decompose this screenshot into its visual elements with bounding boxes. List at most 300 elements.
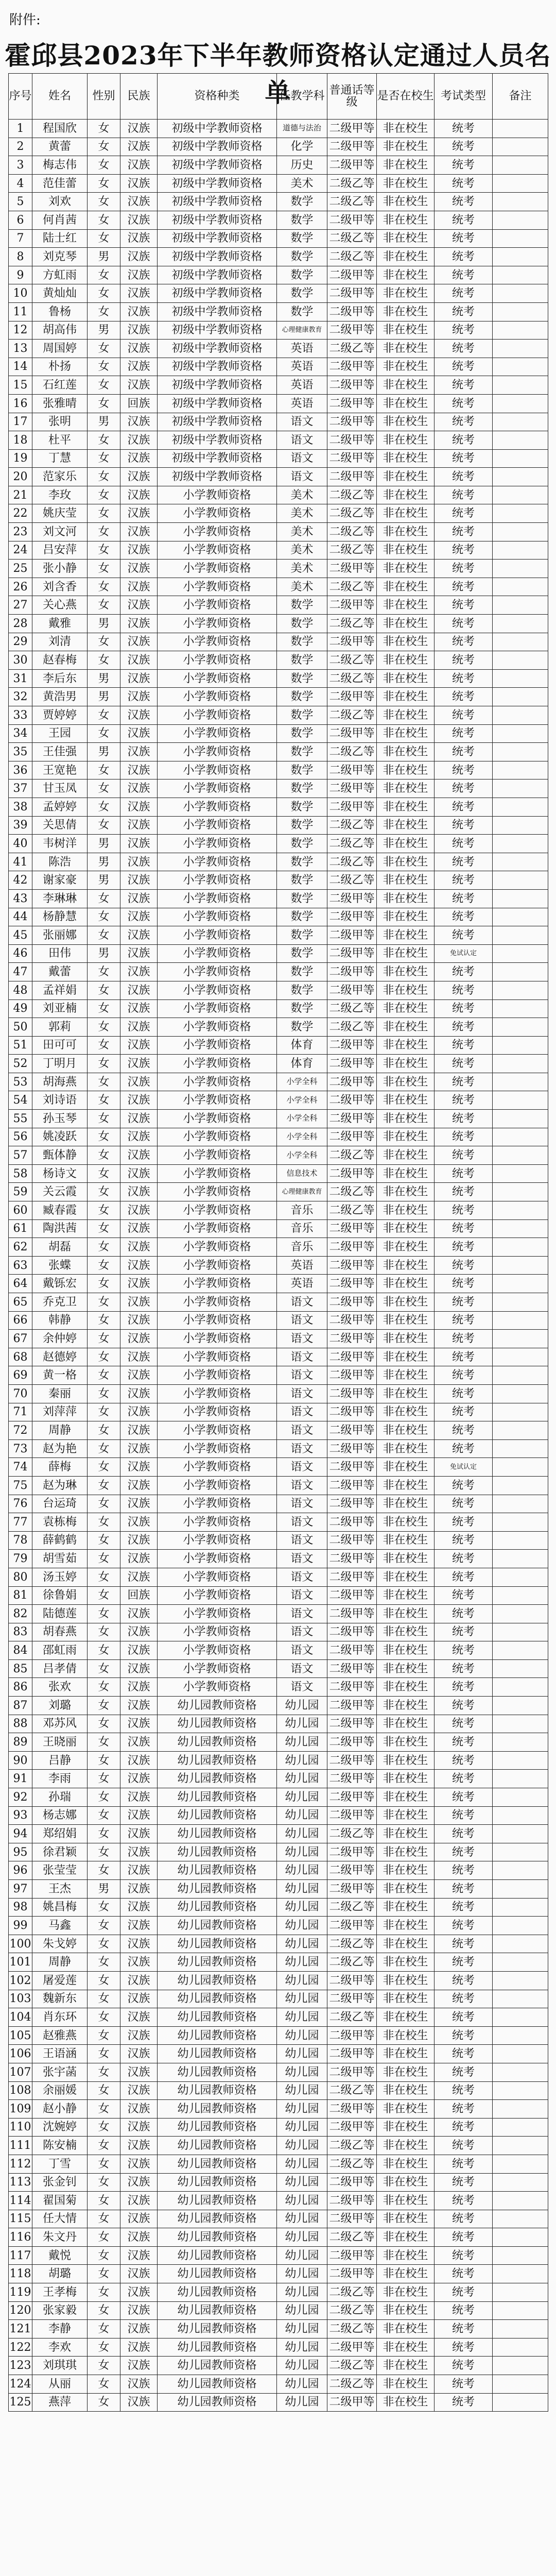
table-row bbox=[9, 138, 548, 156]
cell-subject: 语文 bbox=[277, 1458, 327, 1477]
cell-mandarin-level: 二级乙等 bbox=[327, 2137, 377, 2155]
cell-subject: 幼儿园 bbox=[277, 1715, 327, 1733]
cell-name: 周国婷 bbox=[32, 340, 88, 358]
cell-student-status: 非在校生 bbox=[377, 779, 435, 798]
cell-name: 张宇菡 bbox=[32, 2063, 88, 2081]
cell-mandarin-level: 二级乙等 bbox=[327, 578, 377, 596]
cell-gender: 女 bbox=[88, 1751, 120, 1770]
cell-qualification: 小学教师资格 bbox=[158, 1586, 277, 1605]
cell-qualification: 初级中学教师资格 bbox=[158, 266, 277, 284]
cell-index: 59 bbox=[9, 1183, 32, 1201]
cell-name: 汤玉婷 bbox=[32, 1568, 88, 1586]
cell-qualification: 小学教师资格 bbox=[158, 651, 277, 670]
cell-exam-type: 统考 bbox=[435, 2008, 493, 2027]
table-row bbox=[9, 2283, 548, 2302]
cell-remarks bbox=[493, 138, 548, 156]
table-row bbox=[9, 889, 548, 908]
cell-remarks bbox=[493, 1495, 548, 1513]
cell-student-status: 非在校生 bbox=[377, 523, 435, 541]
cell-index: 8 bbox=[9, 248, 32, 266]
cell-ethnicity: 汉族 bbox=[120, 2063, 158, 2081]
cell-gender: 女 bbox=[88, 2173, 120, 2192]
cell-mandarin-level: 二级乙等 bbox=[327, 853, 377, 871]
cell-exam-type: 统考 bbox=[435, 1238, 493, 1257]
cell-mandarin-level: 二级甲等 bbox=[327, 981, 377, 999]
cell-index: 55 bbox=[9, 1110, 32, 1128]
cell-student-status: 非在校生 bbox=[377, 2045, 435, 2063]
cell-index: 47 bbox=[9, 963, 32, 981]
cell-ethnicity: 汉族 bbox=[120, 2008, 158, 2027]
cell-index: 92 bbox=[9, 1788, 32, 1807]
cell-name: 孙瑞 bbox=[32, 1788, 88, 1807]
cell-remarks bbox=[493, 724, 548, 743]
cell-exam-type: 统考 bbox=[435, 486, 493, 504]
cell-subject: 数学 bbox=[277, 963, 327, 981]
cell-subject: 语文 bbox=[277, 1476, 327, 1495]
header-col-mandarin-level: 普通话等级 bbox=[327, 74, 377, 120]
cell-mandarin-level: 二级甲等 bbox=[327, 120, 377, 138]
cell-student-status: 非在校生 bbox=[377, 1219, 435, 1238]
cell-index: 93 bbox=[9, 1806, 32, 1825]
cell-gender: 女 bbox=[88, 2045, 120, 2063]
cell-exam-type: 统考 bbox=[435, 2100, 493, 2119]
cell-qualification: 小学教师资格 bbox=[158, 1055, 277, 1073]
cell-name: 王语涵 bbox=[32, 2045, 88, 2063]
cell-ethnicity: 汉族 bbox=[120, 1843, 158, 1861]
cell-name: 张家毅 bbox=[32, 2301, 88, 2320]
cell-student-status: 非在校生 bbox=[377, 926, 435, 945]
cell-gender: 女 bbox=[88, 1733, 120, 1752]
cell-subject: 数学 bbox=[277, 596, 327, 615]
cell-name: 马鑫 bbox=[32, 1917, 88, 1935]
cell-name: 刘亚楠 bbox=[32, 999, 88, 1018]
cell-student-status: 非在校生 bbox=[377, 1586, 435, 1605]
cell-mandarin-level: 二级乙等 bbox=[327, 615, 377, 633]
cell-remarks bbox=[493, 853, 548, 871]
cell-remarks bbox=[493, 1201, 548, 1220]
cell-qualification: 小学教师资格 bbox=[158, 908, 277, 926]
cell-subject: 数学 bbox=[277, 835, 327, 853]
cell-subject: 语文 bbox=[277, 1605, 327, 1623]
cell-remarks bbox=[493, 2301, 548, 2320]
cell-mandarin-level: 二级甲等 bbox=[327, 1659, 377, 1678]
cell-qualification: 初级中学教师资格 bbox=[158, 193, 277, 211]
cell-remarks bbox=[493, 1439, 548, 1458]
table-row bbox=[9, 1495, 548, 1513]
cell-gender: 女 bbox=[88, 2210, 120, 2228]
cell-subject: 数学 bbox=[277, 302, 327, 321]
cell-remarks bbox=[493, 2008, 548, 2027]
cell-ethnicity: 汉族 bbox=[120, 449, 158, 468]
cell-mandarin-level: 二级乙等 bbox=[327, 816, 377, 835]
cell-remarks bbox=[493, 1605, 548, 1623]
cell-ethnicity: 汉族 bbox=[120, 1348, 158, 1366]
cell-qualification: 小学教师资格 bbox=[158, 560, 277, 578]
cell-index: 2 bbox=[9, 138, 32, 156]
cell-exam-type: 统考 bbox=[435, 2118, 493, 2137]
cell-remarks bbox=[493, 743, 548, 761]
cell-student-status: 非在校生 bbox=[377, 2118, 435, 2137]
cell-remarks bbox=[493, 2063, 548, 2081]
cell-student-status: 非在校生 bbox=[377, 1110, 435, 1128]
cell-remarks bbox=[493, 1128, 548, 1146]
cell-index: 34 bbox=[9, 724, 32, 743]
cell-name: 孟祥娟 bbox=[32, 981, 88, 999]
cell-remarks bbox=[493, 211, 548, 229]
cell-mandarin-level: 二级甲等 bbox=[327, 2173, 377, 2192]
cell-subject: 幼儿园 bbox=[277, 1917, 327, 1935]
cell-name: 胡磊 bbox=[32, 1238, 88, 1257]
cell-index: 111 bbox=[9, 2137, 32, 2155]
cell-gender: 女 bbox=[88, 523, 120, 541]
cell-index: 3 bbox=[9, 156, 32, 175]
cell-index: 89 bbox=[9, 1733, 32, 1752]
cell-subject: 数学 bbox=[277, 889, 327, 908]
cell-index: 103 bbox=[9, 1990, 32, 2008]
cell-index: 17 bbox=[9, 413, 32, 431]
cell-remarks bbox=[493, 1384, 548, 1403]
cell-qualification: 幼儿园教师资格 bbox=[158, 2301, 277, 2320]
cell-index: 24 bbox=[9, 541, 32, 560]
cell-gender: 女 bbox=[88, 1806, 120, 1825]
cell-ethnicity: 汉族 bbox=[120, 1384, 158, 1403]
cell-qualification: 小学教师资格 bbox=[158, 688, 277, 706]
cell-mandarin-level: 二级甲等 bbox=[327, 211, 377, 229]
cell-mandarin-level: 二级乙等 bbox=[327, 871, 377, 890]
cell-name: 刘含香 bbox=[32, 578, 88, 596]
cell-student-status: 非在校生 bbox=[377, 431, 435, 450]
cell-subject: 语文 bbox=[277, 449, 327, 468]
table-row bbox=[9, 2026, 548, 2045]
cell-gender: 女 bbox=[88, 229, 120, 248]
cell-qualification: 小学教师资格 bbox=[158, 1623, 277, 1641]
cell-qualification: 小学教师资格 bbox=[158, 1256, 277, 1275]
table-row bbox=[9, 1238, 548, 1257]
cell-student-status: 非在校生 bbox=[377, 633, 435, 651]
header-col-index: 序号 bbox=[9, 74, 32, 120]
cell-exam-type: 统考 bbox=[435, 2137, 493, 2155]
cell-name: 王佳强 bbox=[32, 743, 88, 761]
cell-subject: 语文 bbox=[277, 1623, 327, 1641]
cell-name: 丁慧 bbox=[32, 449, 88, 468]
cell-name: 陈浩 bbox=[32, 853, 88, 871]
cell-name: 胡春燕 bbox=[32, 1623, 88, 1641]
cell-subject: 幼儿园 bbox=[277, 1898, 327, 1917]
cell-gender: 女 bbox=[88, 468, 120, 486]
cell-exam-type: 统考 bbox=[435, 1678, 493, 1697]
table-row bbox=[9, 2357, 548, 2375]
cell-student-status: 非在校生 bbox=[377, 1055, 435, 1073]
cell-index: 39 bbox=[9, 816, 32, 835]
cell-student-status: 非在校生 bbox=[377, 138, 435, 156]
cell-mandarin-level: 二级乙等 bbox=[327, 1146, 377, 1165]
cell-ethnicity: 汉族 bbox=[120, 2192, 158, 2210]
cell-gender: 女 bbox=[88, 449, 120, 468]
cell-mandarin-level: 二级乙等 bbox=[327, 1898, 377, 1917]
cell-name: 关心燕 bbox=[32, 596, 88, 615]
cell-qualification: 小学教师资格 bbox=[158, 798, 277, 816]
cell-name: 李玫 bbox=[32, 486, 88, 504]
table-row bbox=[9, 2008, 548, 2027]
table-row bbox=[9, 376, 548, 395]
cell-ethnicity: 汉族 bbox=[120, 523, 158, 541]
cell-index: 14 bbox=[9, 358, 32, 376]
cell-subject: 语文 bbox=[277, 1384, 327, 1403]
cell-gender: 女 bbox=[88, 926, 120, 945]
table-row bbox=[9, 1917, 548, 1935]
cell-index: 108 bbox=[9, 2081, 32, 2100]
cell-qualification: 小学教师资格 bbox=[158, 779, 277, 798]
cell-name: 徐鲁娟 bbox=[32, 1586, 88, 1605]
cell-mandarin-level: 二级乙等 bbox=[327, 504, 377, 523]
cell-remarks bbox=[493, 2045, 548, 2063]
cell-subject: 英语 bbox=[277, 394, 327, 413]
cell-student-status: 非在校生 bbox=[377, 541, 435, 560]
cell-index: 122 bbox=[9, 2338, 32, 2357]
cell-mandarin-level: 二级乙等 bbox=[327, 2081, 377, 2100]
cell-remarks bbox=[493, 2320, 548, 2338]
cell-name: 黄浩男 bbox=[32, 688, 88, 706]
cell-name: 周静 bbox=[32, 1953, 88, 1972]
cell-index: 36 bbox=[9, 761, 32, 779]
cell-gender: 女 bbox=[88, 1659, 120, 1678]
cell-student-status: 非在校生 bbox=[377, 1146, 435, 1165]
cell-subject: 语文 bbox=[277, 1403, 327, 1421]
cell-mandarin-level: 二级甲等 bbox=[327, 1384, 377, 1403]
cell-gender: 女 bbox=[88, 1219, 120, 1238]
cell-gender: 女 bbox=[88, 431, 120, 450]
cell-gender: 男 bbox=[88, 688, 120, 706]
cell-name: 刘诗语 bbox=[32, 1091, 88, 1110]
cell-student-status: 非在校生 bbox=[377, 1256, 435, 1275]
cell-remarks bbox=[493, 889, 548, 908]
cell-gender: 女 bbox=[88, 578, 120, 596]
cell-mandarin-level: 二级甲等 bbox=[327, 798, 377, 816]
table-row bbox=[9, 2246, 548, 2265]
cell-exam-type: 统考 bbox=[435, 2338, 493, 2357]
cell-subject: 幼儿园 bbox=[277, 2301, 327, 2320]
cell-student-status: 非在校生 bbox=[377, 1531, 435, 1550]
cell-exam-type: 统考 bbox=[435, 449, 493, 468]
cell-gender: 女 bbox=[88, 1403, 120, 1421]
cell-name: 杜平 bbox=[32, 431, 88, 450]
cell-index: 6 bbox=[9, 211, 32, 229]
cell-index: 66 bbox=[9, 1311, 32, 1330]
table-row bbox=[9, 1733, 548, 1752]
cell-index: 11 bbox=[9, 302, 32, 321]
cell-index: 70 bbox=[9, 1384, 32, 1403]
cell-subject: 幼儿园 bbox=[277, 1861, 327, 1880]
cell-name: 朱戈婷 bbox=[32, 1935, 88, 1953]
cell-remarks bbox=[493, 1164, 548, 1183]
cell-remarks bbox=[493, 1917, 548, 1935]
cell-index: 75 bbox=[9, 1476, 32, 1495]
cell-gender: 女 bbox=[88, 2100, 120, 2119]
cell-student-status: 非在校生 bbox=[377, 2081, 435, 2100]
table-row bbox=[9, 2192, 548, 2210]
table-row bbox=[9, 1036, 548, 1055]
cell-student-status: 非在校生 bbox=[377, 2008, 435, 2027]
cell-exam-type: 统考 bbox=[435, 724, 493, 743]
cell-exam-type: 统考 bbox=[435, 523, 493, 541]
cell-remarks bbox=[493, 1880, 548, 1899]
cell-remarks bbox=[493, 1843, 548, 1861]
cell-exam-type: 统考 bbox=[435, 1366, 493, 1385]
cell-gender: 女 bbox=[88, 724, 120, 743]
cell-subject: 美术 bbox=[277, 560, 327, 578]
cell-index: 112 bbox=[9, 2155, 32, 2173]
cell-gender: 女 bbox=[88, 2063, 120, 2081]
cell-index: 81 bbox=[9, 1586, 32, 1605]
cell-index: 9 bbox=[9, 266, 32, 284]
cell-mandarin-level: 二级甲等 bbox=[327, 1697, 377, 1715]
cell-qualification: 初级中学教师资格 bbox=[158, 156, 277, 175]
cell-qualification: 幼儿园教师资格 bbox=[158, 2283, 277, 2302]
table-row bbox=[9, 1641, 548, 1660]
cell-index: 123 bbox=[9, 2357, 32, 2375]
cell-ethnicity: 汉族 bbox=[120, 651, 158, 670]
cell-exam-type: 统考 bbox=[435, 1110, 493, 1128]
cell-gender: 女 bbox=[88, 2137, 120, 2155]
cell-mandarin-level: 二级甲等 bbox=[327, 1623, 377, 1641]
cell-exam-type: 统考 bbox=[435, 504, 493, 523]
cell-name: 余仲婷 bbox=[32, 1330, 88, 1348]
cell-subject: 美术 bbox=[277, 486, 327, 504]
cell-subject: 语文 bbox=[277, 468, 327, 486]
cell-index: 1 bbox=[9, 120, 32, 138]
cell-qualification: 小学教师资格 bbox=[158, 1164, 277, 1183]
cell-ethnicity: 汉族 bbox=[120, 1605, 158, 1623]
cell-remarks bbox=[493, 1055, 548, 1073]
cell-gender: 男 bbox=[88, 835, 120, 853]
cell-ethnicity: 汉族 bbox=[120, 2357, 158, 2375]
cell-subject: 幼儿园 bbox=[277, 1843, 327, 1861]
cell-mandarin-level: 二级甲等 bbox=[327, 1880, 377, 1899]
cell-subject: 小学全科 bbox=[277, 1073, 327, 1091]
cell-qualification: 幼儿园教师资格 bbox=[158, 1971, 277, 1990]
cell-qualification: 小学教师资格 bbox=[158, 1403, 277, 1421]
cell-index: 52 bbox=[9, 1055, 32, 1073]
cell-mandarin-level: 二级甲等 bbox=[327, 560, 377, 578]
cell-qualification: 小学教师资格 bbox=[158, 1550, 277, 1568]
cell-mandarin-level: 二级甲等 bbox=[327, 889, 377, 908]
table-row bbox=[9, 1293, 548, 1312]
cell-exam-type: 统考 bbox=[435, 596, 493, 615]
cell-ethnicity: 汉族 bbox=[120, 1935, 158, 1953]
cell-name: 方虹雨 bbox=[32, 266, 88, 284]
cell-gender: 女 bbox=[88, 1384, 120, 1403]
table-row bbox=[9, 156, 548, 175]
table-row bbox=[9, 449, 548, 468]
cell-exam-type: 统考 bbox=[435, 211, 493, 229]
cell-subject: 美术 bbox=[277, 578, 327, 596]
table-row bbox=[9, 394, 548, 413]
cell-mandarin-level: 二级乙等 bbox=[327, 651, 377, 670]
cell-subject: 幼儿园 bbox=[277, 1971, 327, 1990]
cell-index: 67 bbox=[9, 1330, 32, 1348]
cell-student-status: 非在校生 bbox=[377, 2320, 435, 2338]
cell-ethnicity: 汉族 bbox=[120, 1641, 158, 1660]
cell-gender: 女 bbox=[88, 1256, 120, 1275]
cell-qualification: 初级中学教师资格 bbox=[158, 431, 277, 450]
cell-exam-type: 统考 bbox=[435, 1055, 493, 1073]
cell-mandarin-level: 二级甲等 bbox=[327, 1219, 377, 1238]
cell-index: 42 bbox=[9, 871, 32, 890]
table-row bbox=[9, 1605, 548, 1623]
table-row bbox=[9, 1843, 548, 1861]
cell-name: 陈安楠 bbox=[32, 2137, 88, 2155]
table-row bbox=[9, 1659, 548, 1678]
cell-qualification: 幼儿园教师资格 bbox=[158, 2375, 277, 2394]
cell-exam-type: 统考 bbox=[435, 1861, 493, 1880]
cell-index: 43 bbox=[9, 889, 32, 908]
cell-exam-type: 统考 bbox=[435, 669, 493, 688]
cell-gender: 女 bbox=[88, 1586, 120, 1605]
cell-remarks bbox=[493, 504, 548, 523]
table-header-row bbox=[9, 74, 548, 120]
cell-ethnicity: 汉族 bbox=[120, 1953, 158, 1972]
cell-student-status: 非在校生 bbox=[377, 2246, 435, 2265]
cell-mandarin-level: 二级甲等 bbox=[327, 1770, 377, 1788]
cell-student-status: 非在校生 bbox=[377, 2375, 435, 2394]
cell-qualification: 小学教师资格 bbox=[158, 871, 277, 890]
cell-student-status: 非在校生 bbox=[377, 1439, 435, 1458]
cell-mandarin-level: 二级甲等 bbox=[327, 926, 377, 945]
cell-exam-type: 统考 bbox=[435, 2301, 493, 2320]
cell-remarks bbox=[493, 266, 548, 284]
cell-gender: 女 bbox=[88, 2301, 120, 2320]
cell-ethnicity: 汉族 bbox=[120, 1659, 158, 1678]
cell-subject: 美术 bbox=[277, 504, 327, 523]
cell-student-status: 非在校生 bbox=[377, 1018, 435, 1037]
cell-mandarin-level: 二级甲等 bbox=[327, 2045, 377, 2063]
table-row bbox=[9, 1880, 548, 1899]
cell-index: 51 bbox=[9, 1036, 32, 1055]
cell-exam-type: 免试认定 bbox=[435, 1458, 493, 1477]
cell-subject: 道德与法治 bbox=[277, 120, 327, 138]
cell-subject: 数学 bbox=[277, 633, 327, 651]
cell-subject: 体育 bbox=[277, 1036, 327, 1055]
cell-subject: 语文 bbox=[277, 1678, 327, 1697]
cell-ethnicity: 汉族 bbox=[120, 2393, 158, 2412]
cell-exam-type: 免试认定 bbox=[435, 944, 493, 963]
cell-index: 102 bbox=[9, 1971, 32, 1990]
table-row bbox=[9, 486, 548, 504]
cell-mandarin-level: 二级甲等 bbox=[327, 2265, 377, 2283]
cell-ethnicity: 汉族 bbox=[120, 1880, 158, 1899]
cell-name: 朴扬 bbox=[32, 358, 88, 376]
cell-index: 104 bbox=[9, 2008, 32, 2027]
cell-gender: 女 bbox=[88, 651, 120, 670]
cell-remarks bbox=[493, 963, 548, 981]
cell-index: 21 bbox=[9, 486, 32, 504]
cell-gender: 女 bbox=[88, 2265, 120, 2283]
cell-qualification: 初级中学教师资格 bbox=[158, 302, 277, 321]
cell-qualification: 初级中学教师资格 bbox=[158, 413, 277, 431]
cell-ethnicity: 汉族 bbox=[120, 578, 158, 596]
cell-name: 孟婷婷 bbox=[32, 798, 88, 816]
cell-subject: 数学 bbox=[277, 779, 327, 798]
cell-gender: 女 bbox=[88, 1843, 120, 1861]
cell-remarks bbox=[493, 431, 548, 450]
cell-student-status: 非在校生 bbox=[377, 2228, 435, 2247]
cell-gender: 女 bbox=[88, 2228, 120, 2247]
cell-ethnicity: 汉族 bbox=[120, 174, 158, 193]
cell-subject: 幼儿园 bbox=[277, 2192, 327, 2210]
cell-qualification: 小学教师资格 bbox=[158, 1330, 277, 1348]
table-row bbox=[9, 1513, 548, 1532]
cell-student-status: 非在校生 bbox=[377, 1678, 435, 1697]
